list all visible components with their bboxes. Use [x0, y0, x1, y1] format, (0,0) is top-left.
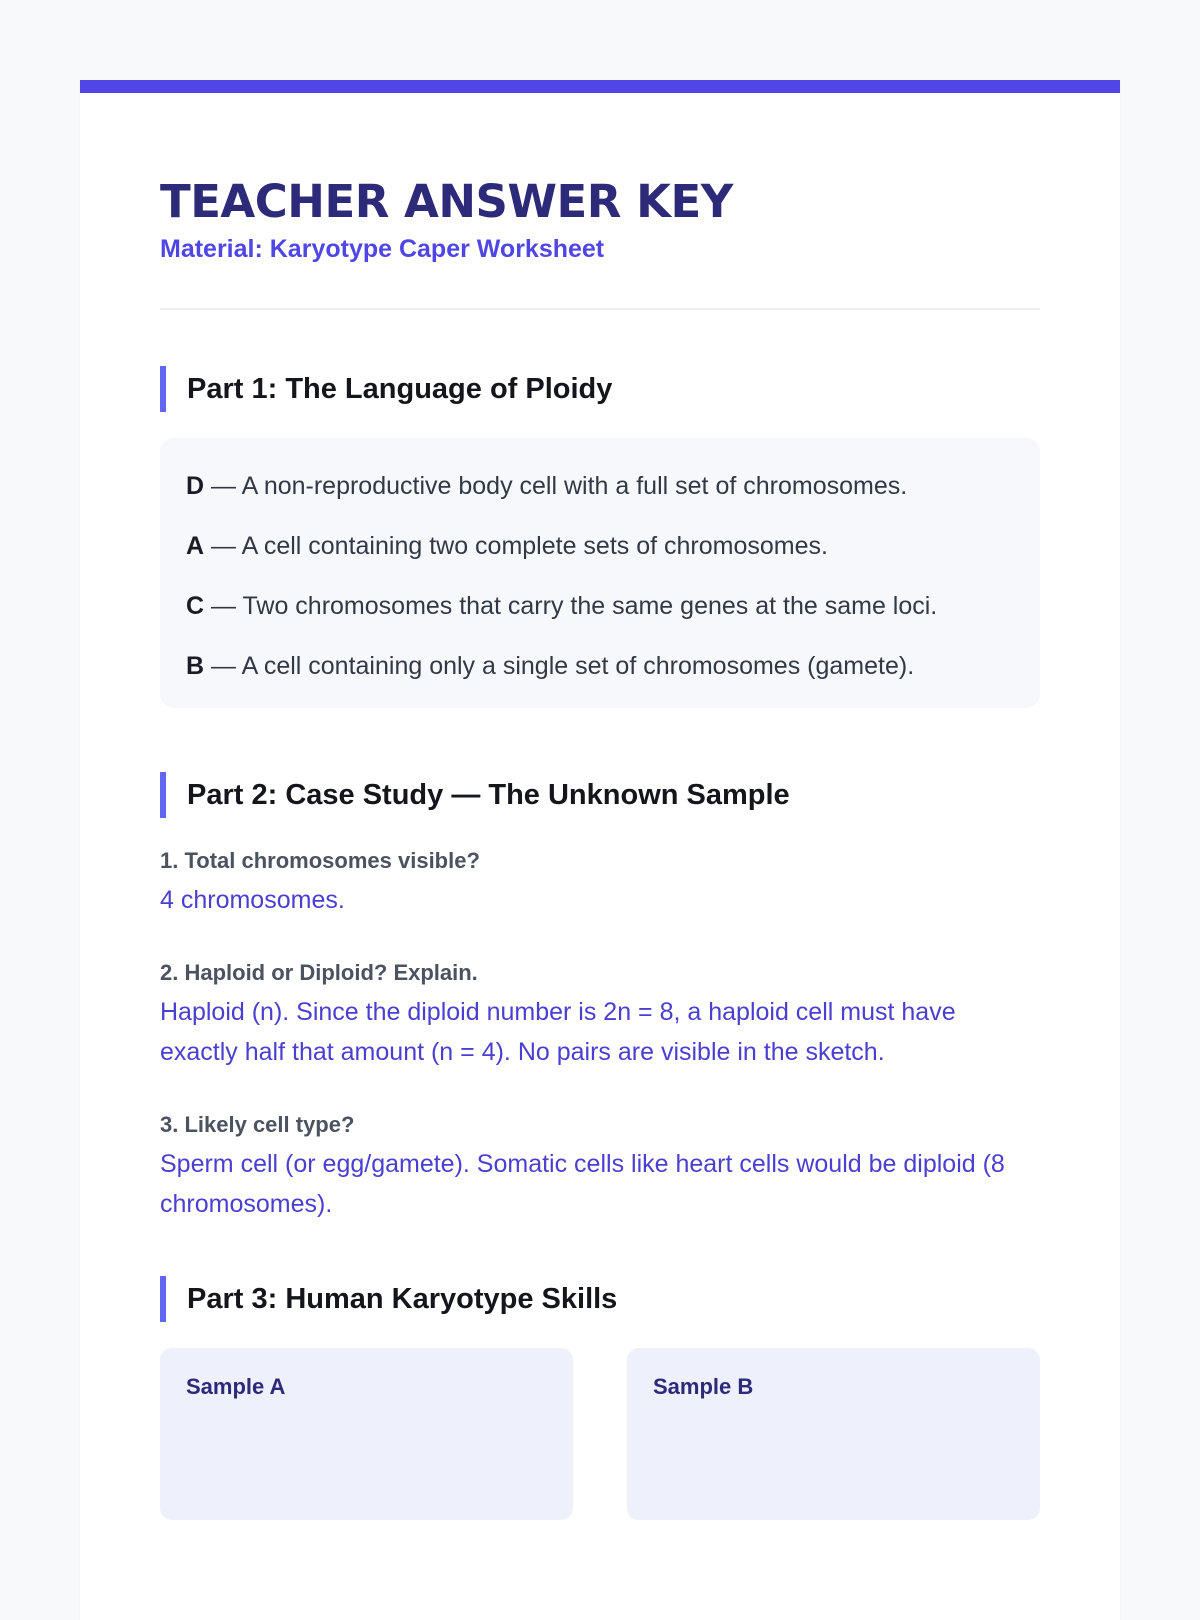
document-title: TEACHER ANSWER KEY — [160, 175, 733, 228]
header-divider — [160, 308, 1040, 310]
ploidy-answer-box — [160, 438, 1040, 708]
sample-cards — [160, 1348, 1040, 1520]
match-definition: — A cell containing only a single set of chromosomes (gamete). — [204, 651, 915, 680]
match-item — [186, 586, 1014, 626]
sample-card-a — [160, 1348, 573, 1520]
document-subtitle: Material: Karyotype Caper Worksheet — [160, 234, 605, 263]
match-item — [186, 526, 1014, 566]
sample-card-b — [627, 1348, 1040, 1520]
sample-label: Sample A — [186, 1373, 286, 1399]
answer-text: 4 chromosomes. — [160, 885, 345, 914]
match-definition: — Two chromosomes that carry the same genes at the same loci. — [204, 591, 938, 620]
match-item — [186, 466, 1014, 506]
question-text: 1. Total chromosomes visible? — [160, 847, 480, 873]
sheet-content — [80, 93, 1120, 1520]
question-text: 2. Haploid or Diploid? Explain. — [160, 959, 478, 985]
match-letter: C — [186, 591, 205, 620]
question-block — [160, 958, 1040, 1072]
answer-text: Haploid (n). Since the diploid number is 2n = 8, a haploid cell must have exactly half that amount (n = 4). No pairs are visible in the sketch. — [160, 997, 956, 1066]
match-letter: B — [186, 651, 205, 680]
match-definition: — A non-reproductive body cell with a full set of chromosomes. — [204, 471, 908, 500]
answer-key-sheet — [80, 80, 1120, 1620]
question-block — [160, 846, 1040, 920]
match-definition: — A cell containing two complete sets of chromosomes. — [204, 531, 828, 560]
match-letter: A — [186, 531, 205, 560]
part3-heading: Part 3: Human Karyotype Skills — [160, 1276, 1040, 1322]
accent-bar — [80, 80, 1120, 93]
answer-text: Sperm cell (or egg/gamete). Somatic cells like heart cells would be diploid (8 chromosomes). — [160, 1149, 1005, 1218]
question-block — [160, 1110, 1040, 1224]
question-text: 3. Likely cell type? — [160, 1111, 355, 1137]
sample-label: Sample B — [653, 1373, 754, 1399]
match-letter: D — [186, 471, 205, 500]
part1-heading: Part 1: The Language of Ploidy — [160, 366, 1040, 412]
match-item — [186, 646, 1014, 686]
part2-heading: Part 2: Case Study — The Unknown Sample — [160, 772, 1040, 818]
